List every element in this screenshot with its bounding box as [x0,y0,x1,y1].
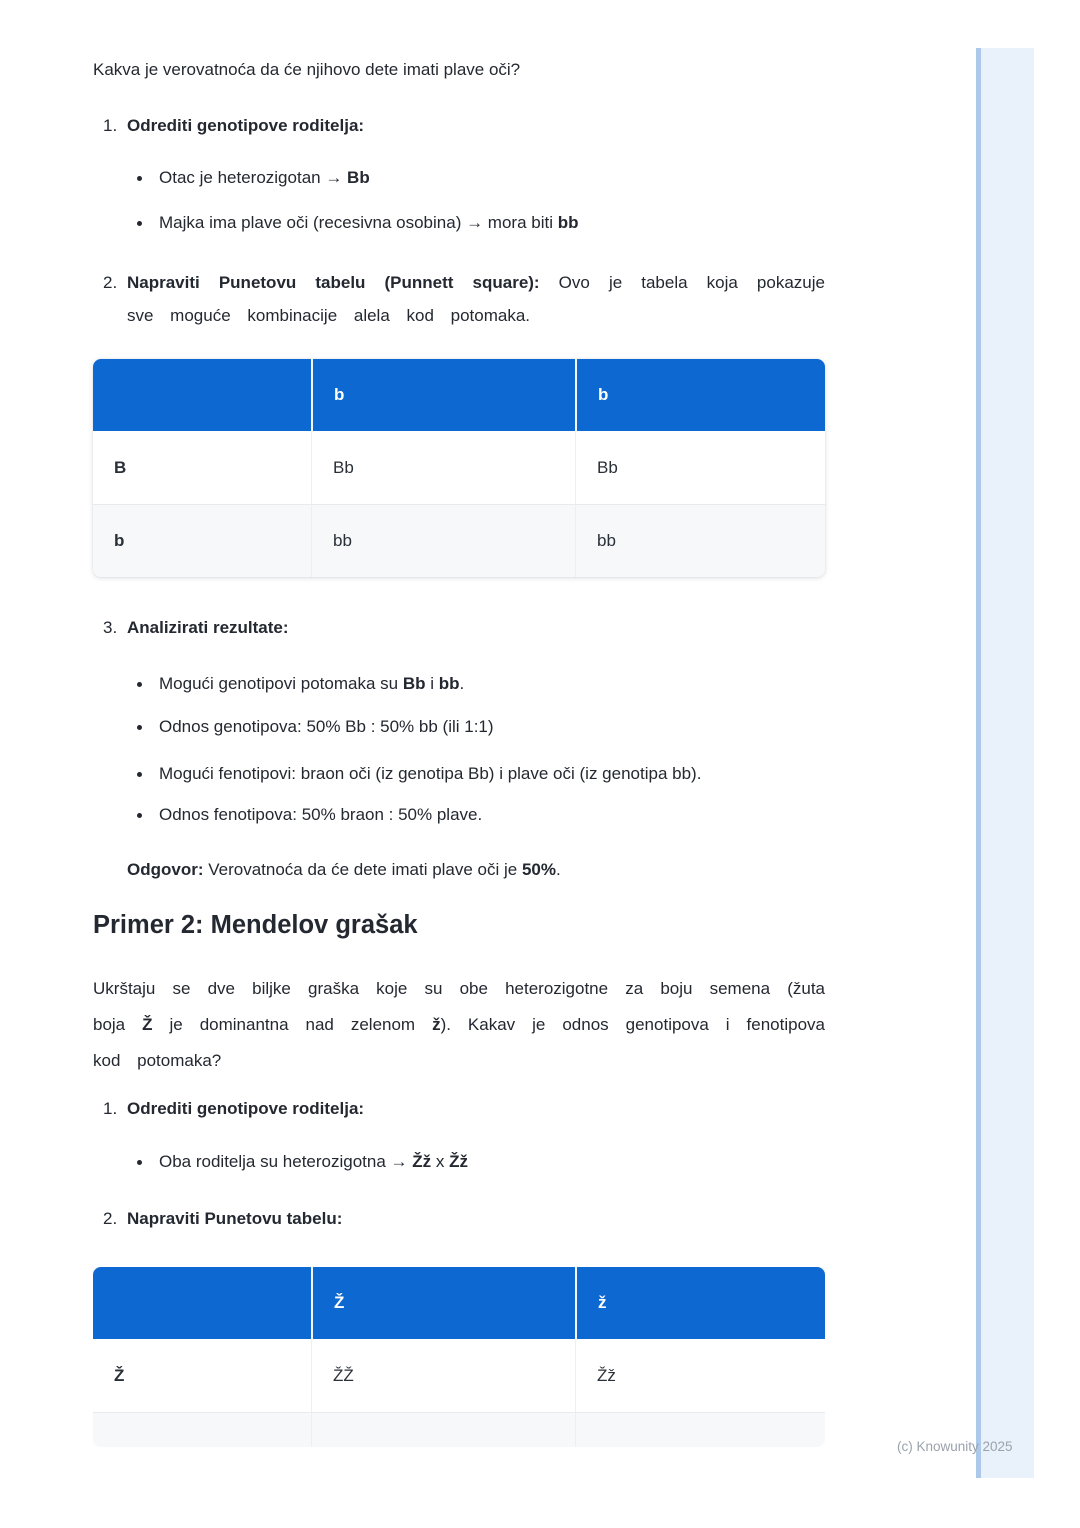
bullet-item [127,167,825,189]
table-row [93,1412,825,1447]
table-header-row [93,359,825,431]
question-text: Kakva je verovatnoća da će njihovo dete imati plave oči? [93,60,521,79]
document-body [93,0,825,1447]
bullet-dot-icon [137,1160,142,1165]
table-header-cell: b [575,359,825,431]
table-cell: bb [311,504,575,577]
rail-edge-line [976,48,981,1478]
step-number: 3. [103,618,118,637]
bullet-text: Oba roditelja su heterozigotna → Žž x Žž [159,1152,468,1171]
step-item-1 [93,115,825,137]
bullet-text: Odnos fenotipova: 50% braon : 50% plave. [159,805,483,824]
footer-copyright: (c) Knowunity 2025 [897,1439,1013,1454]
table-cell: Bb [575,431,825,504]
bullet-dot-icon [137,813,142,818]
bullet-dot-icon [137,682,142,687]
punnett-table-2-clipped [93,1267,825,1447]
step-item-2 [93,266,825,332]
bullet-item [127,759,825,789]
table-cell: b [93,504,311,577]
answer-text: Odgovor: Verovatnoća da će dete imati plave oči je 50%. [127,860,561,879]
table-header-row [93,1267,825,1339]
step-title: Analizirati rezultate: [127,618,289,637]
table-cell: Bb [311,431,575,504]
bullet-item [127,716,825,738]
table-header-cell [93,1267,311,1339]
example-2-heading: Primer 2: Mendelov grašak [93,911,418,939]
bullet-text: Otac je heterozigotan → Bb [159,168,370,187]
step-title: Napraviti Punetovu tabelu: [127,1209,343,1228]
bullet-text: Majka ima plave oči (recesivna osobina) → mora biti bb [159,213,579,232]
table-header-cell [93,359,311,431]
step-number: 1. [103,1099,118,1118]
table-cell: Ž [93,1339,311,1412]
step-number: 1. [103,116,118,135]
step-title: Napraviti Punetovu tabelu (Punnett square): Ovo je tabela koja pokazuje sve moguće kombinacije alela kod potomaka. [127,273,825,325]
table-header-cell: b [311,359,575,431]
bullet-dot-icon [137,772,142,777]
step-title: Odrediti genotipove roditelja: [127,1099,365,1118]
table-cell: bb [575,504,825,577]
step-item-1 [93,1098,825,1120]
punnett-table-2 [93,1267,825,1447]
bullet-dot-icon [137,725,142,730]
step-item-2 [93,1208,825,1230]
table-cell [311,1412,575,1447]
step-number: 2. [103,273,118,292]
bullet-text: Odnos genotipova: 50% Bb : 50% bb (ili 1:1) [159,717,494,736]
punnett-table-1 [93,359,825,577]
table-row [93,504,825,577]
table-cell [575,1412,825,1447]
table-row [93,1339,825,1412]
bullet-text: Mogući fenotipovi: braon oči (iz genotipa Bb) i plave oči (iz genotipa bb). [159,764,702,783]
bullet-text: Mogući genotipovi potomaka su Bb i bb. [159,674,465,693]
step-number: 2. [103,1209,118,1228]
step-title: Odrediti genotipove roditelja: [127,116,365,135]
table-header-cell: ž [575,1267,825,1339]
bullet-item [127,1151,825,1173]
bullet-item [127,804,825,826]
step-item-3 [93,617,825,639]
bullet-item [127,212,825,234]
bullet-dot-icon [137,221,142,226]
table-cell: Žž [575,1339,825,1412]
table-header-cell: Ž [311,1267,575,1339]
table-cell: B [93,431,311,504]
table-cell: ŽŽ [311,1339,575,1412]
right-margin-rail [976,48,1034,1478]
table-cell [93,1412,311,1447]
bullet-item [127,673,825,695]
table-row [93,431,825,504]
example-2-intro: Ukrštaju se dve biljke graška koje su obe heterozigotne za boju semena (žuta boja Ž je dominantna nad zelenom ž). Kakav je odnos genotipova i fenotipova kod potomaka? [93,979,826,1070]
bullet-dot-icon [137,176,142,181]
